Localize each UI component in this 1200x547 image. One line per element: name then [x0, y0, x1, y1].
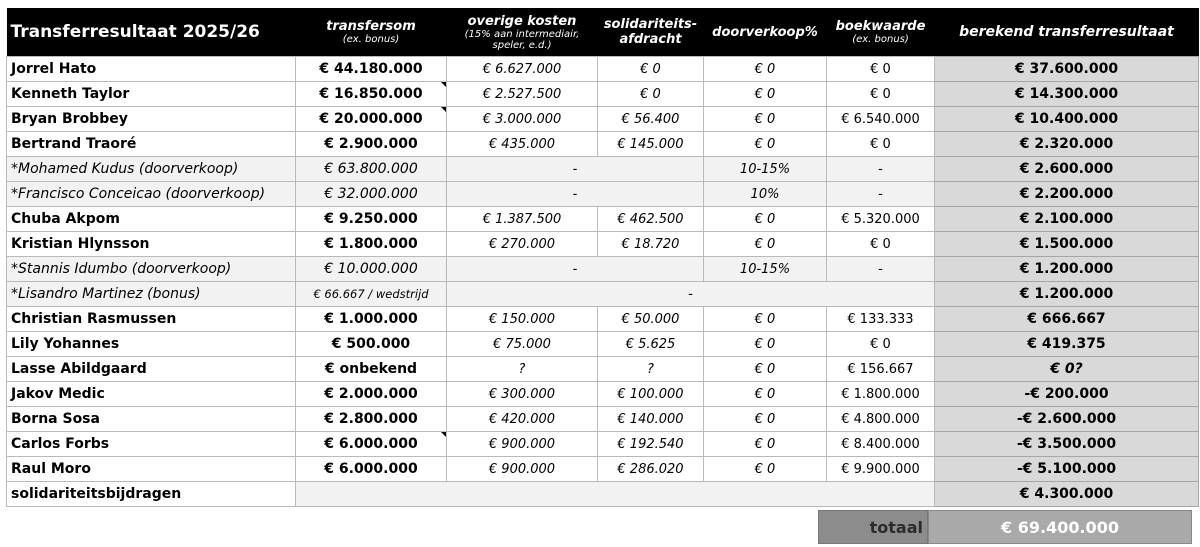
- solidarity: € 18.720: [598, 232, 704, 257]
- other-costs: € 300.000: [447, 382, 598, 407]
- resale-pct: € 0: [704, 132, 827, 157]
- resale-pct: € 0: [704, 407, 827, 432]
- resale-pct: € 0: [704, 332, 827, 357]
- book-value: € 0: [827, 57, 935, 82]
- header-boekwaarde-label: boekwaarde: [835, 19, 926, 34]
- other-costs: € 1.387.500: [447, 207, 598, 232]
- player-name: solidariteitsbijdragen: [7, 482, 296, 507]
- header-solidariteit: [598, 8, 704, 57]
- other-costs: € 420.000: [447, 407, 598, 432]
- transfer-result: -€ 2.600.000: [935, 407, 1199, 432]
- other-costs: € 150.000: [447, 307, 598, 332]
- resale-pct: € 0: [704, 107, 827, 132]
- player-name: Christian Rasmussen: [7, 307, 296, 332]
- player-name: Chuba Akpom: [7, 207, 296, 232]
- solidarity: € 56.400: [598, 107, 704, 132]
- book-value: € 133.333: [827, 307, 935, 332]
- merged-costs: -: [447, 282, 935, 307]
- resale-pct: € 0: [704, 207, 827, 232]
- transfer-result: € 0?: [935, 357, 1199, 382]
- merged-costs: -: [447, 182, 704, 207]
- solidarity: € 192.540: [598, 432, 704, 457]
- table-row: [7, 332, 1199, 357]
- transfer-sum: € 500.000: [296, 332, 447, 357]
- player-name: Bryan Brobbey: [7, 107, 296, 132]
- solidarity: € 462.500: [598, 207, 704, 232]
- table-row: [7, 357, 1199, 382]
- player-name: *Mohamed Kudus (doorverkoop): [7, 157, 296, 182]
- transfer-result: € 10.400.000: [935, 107, 1199, 132]
- solidarity: € 5.625: [598, 332, 704, 357]
- transfer-sum: € 44.180.000: [296, 57, 447, 82]
- player-name: Lasse Abildgaard: [7, 357, 296, 382]
- solidarity: € 0: [598, 57, 704, 82]
- transfer-sum: € 20.000.000: [296, 107, 447, 132]
- resale-pct: € 0: [704, 232, 827, 257]
- transfer-sum: € onbekend: [296, 357, 447, 382]
- transfer-result: € 2.200.000: [935, 182, 1199, 207]
- solidarity: € 100.000: [598, 382, 704, 407]
- transfer-result: € 1.200.000: [935, 282, 1199, 307]
- other-costs: € 900.000: [447, 432, 598, 457]
- transfer-sum: € 2.800.000: [296, 407, 447, 432]
- book-value: € 9.900.000: [827, 457, 935, 482]
- header-doorverkoop-label: doorverkoop%: [712, 24, 818, 40]
- transfer-sum: € 9.250.000: [296, 207, 447, 232]
- book-value: € 6.540.000: [827, 107, 935, 132]
- resale-pct: € 0: [704, 307, 827, 332]
- total-label: totaal: [818, 510, 928, 544]
- other-costs: ?: [447, 357, 598, 382]
- table-row: [7, 182, 1199, 207]
- solidarity: € 286.020: [598, 457, 704, 482]
- resale-pct: € 0: [704, 432, 827, 457]
- transfer-result: € 37.600.000: [935, 57, 1199, 82]
- table-row: [7, 207, 1199, 232]
- header-transfersom-sub: (ex. bonus): [342, 34, 400, 45]
- book-value: € 0: [827, 232, 935, 257]
- transfer-sum: € 10.000.000: [296, 257, 447, 282]
- total-row: [818, 510, 1192, 544]
- player-name: Lily Yohannes: [7, 332, 296, 357]
- transfer-sum: € 63.800.000: [296, 157, 447, 182]
- header-transfersom-label: transfersom: [326, 19, 416, 34]
- merged-costs: -: [447, 157, 704, 182]
- other-costs: € 75.000: [447, 332, 598, 357]
- book-value: € 5.320.000: [827, 207, 935, 232]
- transfer-result: € 14.300.000: [935, 82, 1199, 107]
- other-costs: € 270.000: [447, 232, 598, 257]
- empty-merged-cell: [296, 482, 935, 507]
- player-name: *Lisandro Martinez (bonus): [7, 282, 296, 307]
- transfer-sum: € 2.000.000: [296, 382, 447, 407]
- header-kosten-sub1: (15% aan intermediair,: [464, 28, 580, 40]
- header-boekwaarde: [827, 8, 935, 57]
- transfer-result: € 1.200.000: [935, 257, 1199, 282]
- table-title: Transferresultaat 2025/26: [7, 8, 296, 57]
- other-costs: € 6.627.000: [447, 57, 598, 82]
- book-value: € 0: [827, 332, 935, 357]
- player-name: Kenneth Taylor: [7, 82, 296, 107]
- resale-pct: € 0: [704, 457, 827, 482]
- solidarity: € 140.000: [598, 407, 704, 432]
- table-row: [7, 82, 1199, 107]
- table-row: [7, 107, 1199, 132]
- player-name: Raul Moro: [7, 457, 296, 482]
- player-name: Kristian Hlynsson: [7, 232, 296, 257]
- table-row: [7, 482, 1199, 507]
- resale-pct: € 0: [704, 57, 827, 82]
- book-value: € 156.667: [827, 357, 935, 382]
- table-row: [7, 457, 1199, 482]
- header-resultaat-label: berekend transferresultaat: [959, 23, 1174, 40]
- transfer-table-container: [6, 8, 1192, 507]
- header-doorverkoop: [704, 8, 827, 57]
- transfer-sum: € 1.000.000: [296, 307, 447, 332]
- solidarity: € 0: [598, 82, 704, 107]
- resale-pct: 10-15%: [704, 257, 827, 282]
- transfer-sum: € 6.000.000: [296, 432, 447, 457]
- other-costs: € 900.000: [447, 457, 598, 482]
- transfer-sum: € 66.667 / wedstrijd: [296, 282, 447, 307]
- other-costs: € 435.000: [447, 132, 598, 157]
- transfer-sum: € 2.900.000: [296, 132, 447, 157]
- resale-pct: € 0: [704, 382, 827, 407]
- table-row: [7, 307, 1199, 332]
- header-kosten: [447, 8, 598, 57]
- player-name: *Francisco Conceicao (doorverkoop): [7, 182, 296, 207]
- player-name: Carlos Forbs: [7, 432, 296, 457]
- header-transfersom: [296, 8, 447, 57]
- transfer-sum: € 16.850.000: [296, 82, 447, 107]
- book-value: -: [827, 182, 935, 207]
- table-row: [7, 382, 1199, 407]
- player-name: Jorrel Hato: [7, 57, 296, 82]
- transfer-result: € 2.100.000: [935, 207, 1199, 232]
- transfer-result: € 1.500.000: [935, 232, 1199, 257]
- merged-costs: -: [447, 257, 704, 282]
- transfer-result: € 4.300.000: [935, 482, 1199, 507]
- transfer-result: € 419.375: [935, 332, 1199, 357]
- total-value: € 69.400.000: [928, 510, 1192, 544]
- transfer-sum: € 1.800.000: [296, 232, 447, 257]
- book-value: € 8.400.000: [827, 432, 935, 457]
- player-name: *Stannis Idumbo (doorverkoop): [7, 257, 296, 282]
- book-value: € 0: [827, 82, 935, 107]
- transfer-result: -€ 200.000: [935, 382, 1199, 407]
- player-name: Jakov Medic: [7, 382, 296, 407]
- other-costs: € 2.527.500: [447, 82, 598, 107]
- header-solidariteit-label2: afdracht: [619, 32, 682, 47]
- transfer-result: € 666.667: [935, 307, 1199, 332]
- table-row: [7, 432, 1199, 457]
- solidarity: € 50.000: [598, 307, 704, 332]
- transfer-result: € 2.600.000: [935, 157, 1199, 182]
- solidarity: € 145.000: [598, 132, 704, 157]
- table-row: [7, 157, 1199, 182]
- header-resultaat: [935, 8, 1199, 57]
- book-value: € 0: [827, 132, 935, 157]
- transfer-sum: € 32.000.000: [296, 182, 447, 207]
- table-row: [7, 407, 1199, 432]
- book-value: € 1.800.000: [827, 382, 935, 407]
- table-row: [7, 232, 1199, 257]
- book-value: -: [827, 257, 935, 282]
- header-row: [7, 8, 1199, 57]
- resale-pct: € 0: [704, 357, 827, 382]
- resale-pct: 10-15%: [704, 157, 827, 182]
- book-value: € 4.800.000: [827, 407, 935, 432]
- table-row: [7, 282, 1199, 307]
- transfer-result: -€ 5.100.000: [935, 457, 1199, 482]
- player-name: Bertrand Traoré: [7, 132, 296, 157]
- table-row: [7, 257, 1199, 282]
- resale-pct: 10%: [704, 182, 827, 207]
- header-kosten-sub2: speler, e.d.): [492, 39, 552, 51]
- transfer-sum: € 6.000.000: [296, 457, 447, 482]
- player-name: Borna Sosa: [7, 407, 296, 432]
- transfer-table: [6, 8, 1199, 507]
- book-value: -: [827, 157, 935, 182]
- resale-pct: € 0: [704, 82, 827, 107]
- transfer-result: -€ 3.500.000: [935, 432, 1199, 457]
- transfer-result: € 2.320.000: [935, 132, 1199, 157]
- table-row: [7, 132, 1199, 157]
- other-costs: € 3.000.000: [447, 107, 598, 132]
- header-kosten-label: overige kosten: [467, 13, 577, 29]
- solidarity: ?: [598, 357, 704, 382]
- table-row: [7, 57, 1199, 82]
- header-solidariteit-label1: solidariteits-: [603, 17, 698, 32]
- header-boekwaarde-sub: (ex. bonus): [852, 34, 909, 45]
